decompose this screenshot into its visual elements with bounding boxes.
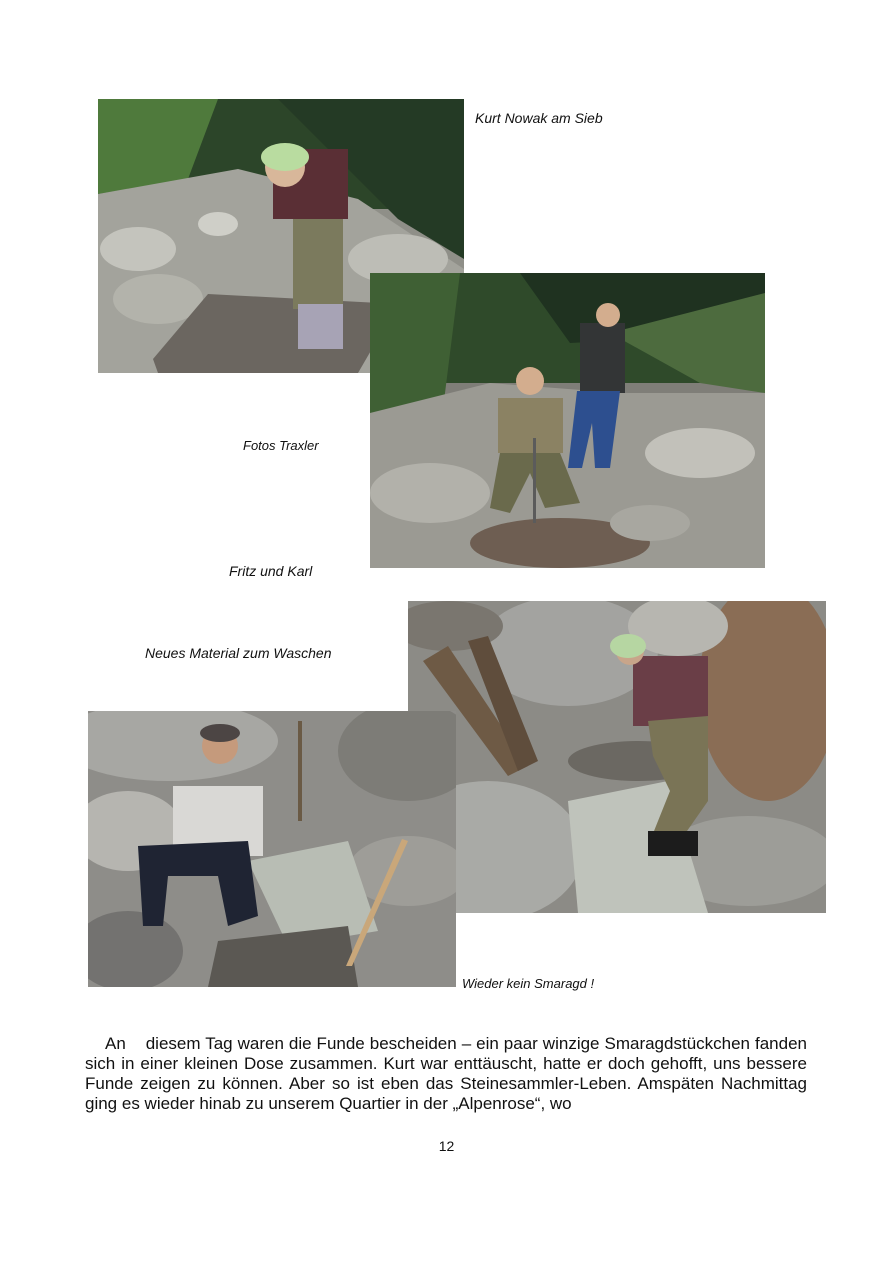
body-paragraph-block (85, 1034, 812, 1114)
caption-new-material: Neues Material zum Waschen (145, 645, 332, 661)
caption-photo-credit: Fotos Traxler (243, 438, 319, 453)
page-number: 12 (438, 1138, 455, 1154)
caption-kurt-nowak: Kurt Nowak am Sieb (475, 110, 603, 126)
photo-new-material (408, 601, 826, 913)
caption-no-emerald: Wieder kein Smaragd ! (462, 976, 595, 991)
body-paragraph: An diesem Tag waren die Funde bescheiden – ein paar winzige Smaragdstückchen fanden sich in einer kleinen Dose zusammen. Kurt war enttäuscht, hatte er doch gehofft, uns bessere Funde zeigen zu können. Aber so ist eben das Steinesammler-Leben. Amspäten Nachmittag ging es wieder hinab zu unserem Quartier in der „Alpenrose“, wo (85, 1034, 812, 1113)
photo-no-emerald (88, 711, 456, 987)
caption-fritz-karl: Fritz und Karl (229, 563, 313, 579)
photo-fritz-karl (370, 273, 765, 568)
